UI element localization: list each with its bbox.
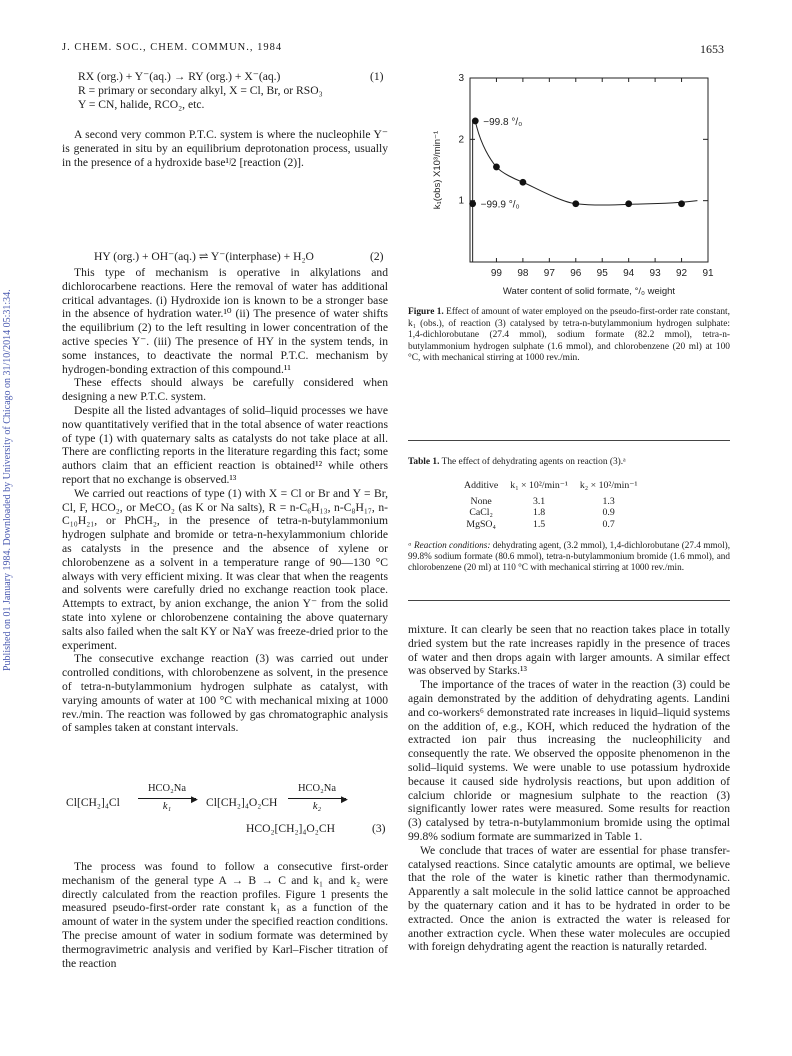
eq3-arrowhead-2: ▶ xyxy=(341,794,348,804)
eq3-arrowhead-1: ▶ xyxy=(191,794,198,804)
table-cell: 0.9 xyxy=(602,507,615,518)
x-tick-label: 93 xyxy=(649,268,661,279)
annotation-99-9: −99.9 °/₀ xyxy=(480,199,520,211)
x-tick-label: 94 xyxy=(623,268,635,279)
table-header-cell: k₂ × 10²/min⁻¹ xyxy=(579,480,638,491)
x-tick-label: 97 xyxy=(543,268,555,279)
equation-1: RX (org.) + Y⁻(aq.) → RY (org.) + X⁻(aq.) xyxy=(78,70,281,83)
table-cell: 1.5 xyxy=(532,518,546,530)
table-title-text: The effect of dehydrating agents on reaction (3).ᵃ xyxy=(441,457,626,467)
table-cell: 1.8 xyxy=(532,507,546,518)
footnote-label: ᵃ Reaction conditions: xyxy=(408,540,491,550)
equation-3-number: (3) xyxy=(372,822,386,835)
running-head: J. CHEM. SOC., CHEM. COMMUN., 1984 xyxy=(62,42,283,53)
table-bottom-rule xyxy=(408,600,730,601)
eq3-k2: k₂ xyxy=(312,801,322,812)
eq3-arrow-2 xyxy=(288,798,346,799)
paragraph-7: The process was found to follow a consecutive first-order mechanism of the general type A → B → C and k₁ and k₂ were directly calculated from the reaction profiles. Figure 1 presents the measured pseudo-first-order rate constant k₁ as a function of the amount of water in the system under the specified reaction conditions. The precise amount of water in sodium formate was determined by thermogravimetric analysis and verified by Karl–Fischer titration of the reaction xyxy=(62,860,388,970)
eq3-reagent-1: HCO₂Na xyxy=(147,783,187,794)
eq3-reactant: Cl[CH₂]₄Cl xyxy=(66,796,120,809)
equation-2-number: (2) xyxy=(370,250,384,263)
data-point xyxy=(472,118,479,125)
table-cell: 1.3 xyxy=(602,495,615,507)
x-tick-label: 98 xyxy=(517,268,529,279)
data-point xyxy=(469,200,476,207)
table-1-footnote xyxy=(408,540,730,574)
eq3-arrow-1 xyxy=(138,798,196,799)
data-point xyxy=(572,200,579,207)
download-notice: Published on 01 January 1984. Downloaded by University of Chicago on 31/10/2014 05:31:34. xyxy=(2,289,13,671)
annotation-99-8: −99.8 °/₀ xyxy=(483,116,523,128)
fit-curve xyxy=(475,121,697,205)
table-row xyxy=(458,496,643,508)
y-axis-label: k₁(obs) X10³/min⁻¹ xyxy=(432,130,443,210)
data-point xyxy=(519,179,526,186)
data-point xyxy=(493,164,500,171)
table-cell: 0.7 xyxy=(602,518,615,530)
equation-1-definition-y: Y = CN, halide, RCO₂, etc. xyxy=(78,98,205,111)
table-header-row xyxy=(458,480,643,492)
x-tick-label: 91 xyxy=(702,268,714,279)
table-cell: CaCl₂ xyxy=(469,507,493,518)
footnote-text: dehydrating agent, (3.2 mmol), 1,4-dichlorobutane (27.4 mmol), 99.8% sodium formate (80.6 mmol), tetra-n-butylammonium bromide (1.6 mmol), and chlorobenzene (20 ml) at 110 °C with mechanical stirring at 1000 rev./min. xyxy=(408,540,731,573)
paragraph-1: A second very common P.T.C. system is where the nucleophile Y⁻ is generated in situ by an equilibrium deprotonation process, usually in the presence of a hydroxide base¹ʲ2 [reaction (2)]. xyxy=(62,128,388,169)
x-tick-label: 96 xyxy=(570,268,582,279)
table-1 xyxy=(458,480,643,530)
eq3-intermediate: Cl[CH₂]₄O₂CH xyxy=(206,796,278,809)
plot-frame xyxy=(470,78,708,262)
equation-2: HY (org.) + OH⁻(aq.) ⇌ Y⁻(interphase) + H₂O xyxy=(94,250,314,263)
page-number: 1653 xyxy=(700,42,724,56)
table-header-cell: k₁ × 10²/min⁻¹ xyxy=(510,480,568,491)
right-body: mixture. It can clearly be seen that no reaction takes place in totally dried system but the rate increases rapidly in the presence of traces of water and then drops again with larger amounts. A similar effect was observed by Starks.¹³ The importance of the traces of water in the reaction (3) could be again demonstrated by the addition of dehydrating agents. Landini and co-workers⁶ demonstrated rate increases in liquid–liquid systems on the addition of, e.g., KOH, which reduced the hydration of the extracted ion pair thus increasing the nucleophilicity and consequently the rate. We observed the opposite phenomenon in the solid–liquid systems. We were unable to use potassium hydroxide because it caused side hydrolysis reactions, but upon addition of calcium chloride or magnesium sulphate to the reaction (3) significantly lower rates were measured. Some results for reaction (3) catalysed by tetra-n-butylammonium bromide using the optimal 99.8% sodium formate are summarized in Table 1. We conclude that traces of water are essential for phase transfer-catalysed reactions. Since catalytic amounts are optimal, we believe that the role of the water is kinetic rather than thermodynamic. Apparently a salt molecule in the solid lattice cannot be approached by the quaternary cation and it has to be hydrated in order to be extracted. Once the anion is extracted the water is released for another extraction cycle. When these water molecules are occupied with foreign dehydrating agent the reaction is naturally retarded. xyxy=(408,623,730,954)
table-row xyxy=(458,507,643,519)
x-tick-label: 92 xyxy=(675,268,688,279)
table-cell: MgSO₄ xyxy=(466,518,496,530)
equation-1-number: (1) xyxy=(370,70,384,83)
x-tick-label: 99 xyxy=(490,268,503,279)
figure-1-chart xyxy=(408,62,728,302)
y-tick-label: 1 xyxy=(458,195,464,207)
eq3-reagent-2: HCO₂Na xyxy=(297,783,337,794)
y-tick-label: 3 xyxy=(458,73,464,84)
table-header-cell: Additive xyxy=(464,480,499,491)
x-tick-label: 95 xyxy=(596,268,608,279)
eq3-k1: k₁ xyxy=(162,801,172,812)
figure-caption-label: Figure 1. xyxy=(408,307,444,317)
y-tick-label: 2 xyxy=(458,134,464,146)
x-axis-label: Water content of solid formate, °/₀ weight xyxy=(502,286,676,297)
data-point xyxy=(625,200,632,207)
table-cell: None xyxy=(470,495,492,507)
equation-1-definition-r: R = primary or secondary alkyl, X = Cl, Br, or RSO₃ xyxy=(78,84,323,97)
left-body: This type of mechanism is operative in alkylations and dichlorocarbene reactions. Here the removal of water has additional critical advantages. (i) Hydroxide ion is known to be a stronger base in the absence of hydration water.¹⁰ (ii) The presence of water shifts the equilibrium (2) to the left resulting in lower concentration of the active species Y⁻. (iii) The presence of HY in the system tends, in some instances, to deactivate the normal P.T.C. mechanism by hydrogen-bonding extraction of this compound.¹¹ These effects should always be carefully considered when designing a new P.T.C. system. Despite all the listed advantages of solid–liquid processes we have now quantitatively verified that in the total absence of water reactions of type (1) with quaternary salts as catalysts do not take place at all. There are conflicting reports in the literature regarding this fact; some authors claim that an efficient reaction is obtained¹² while others report that no exchange is observed.¹³ We carried out reactions of type (1) with X = Cl or Br and Y = Br, Cl, F, HCO₂, or MeCO₂ (as K or Na salts), R = n-C₆H₁₃, n-C₈H₁₇, n-C₁₀H₂₁, or PhCH₂, in the presence of tetra-n-butylammonium hydrogen sulphate and bromide or tetra-n-hexylammonium chloride as catalysts in the presence and the absence of xylene or chlorobenzene as a solvent in a temperature range of 90—130 °C always with very efficient mixing. It was clear that when the reagents and solvents were carefully dried no exchange reaction took place. Attempts to extract, by anion exchange, the anion Y⁻ from the solid state into xylene or chlorobenzene containing the above quaternary salts also failed when the salt KY or NaY was freeze-dried prior to the experiment. The consecutive exchange reaction (3) was carried out under controlled conditions, with chlorobenzene as solvent, in the presence of tetra-n-butylammonium hydrogen sulphate as catalyst, with varying amounts of water at 100 °C with mechanical mixing at 1000 rev./min. The reaction was followed by gas chromatographic analysis of samples taken at constant intervals. xyxy=(62,266,388,735)
table-1-title xyxy=(408,457,730,469)
table-title-label: Table 1. xyxy=(408,457,440,467)
table-top-rule xyxy=(408,440,730,441)
figure-caption-text: Effect of amount of water employed on the pseudo-first-order rate constant, k₁ (obs.), of reaction (3) catalysed by tetra-n-butylammonium hydrogen sulphate: 1,4-dichlorobutane (27.4 mmol), sodium formate (82.2 mmol), tetra-n-butylammonium hydrogen sulphate (1.6 mmol), and chlorobenzene (20 ml) at 100 °C, with mechanical stirring at 1000 rev./min. xyxy=(408,307,731,364)
table-cell: 3.1 xyxy=(532,495,546,507)
figure-1-caption xyxy=(408,307,730,365)
eq3-product: HCO₂[CH₂]₄O₂CH xyxy=(246,822,335,835)
table-row xyxy=(458,519,643,531)
data-point xyxy=(678,200,685,207)
